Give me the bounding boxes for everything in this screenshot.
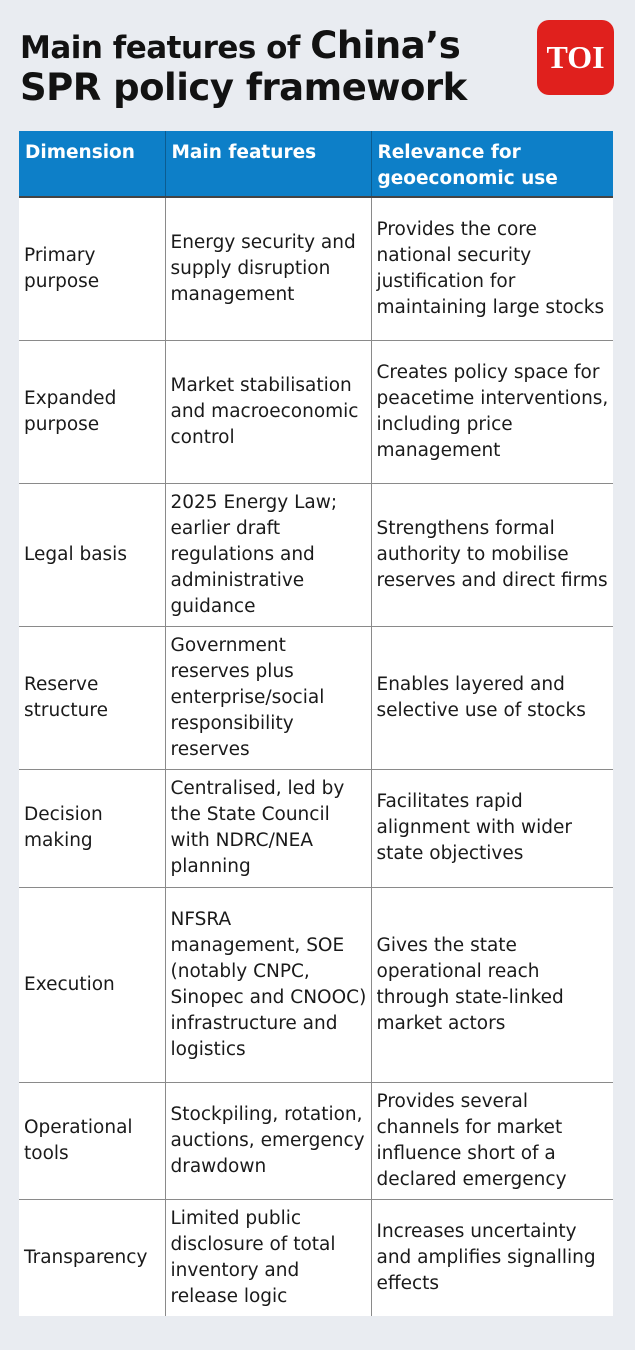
cell-relevance: Enables layered and selective use of stocks bbox=[371, 626, 613, 769]
cell-main-features: Energy security and supply disruption management bbox=[165, 197, 371, 340]
table-row bbox=[19, 769, 613, 887]
cell-main-features: 2025 Energy Law; earlier draft regulations and administrative guidance bbox=[165, 483, 371, 626]
header-relevance: Relevance for geoeconomic use bbox=[371, 131, 613, 197]
page-title bbox=[20, 26, 467, 108]
cell-main-features: Centralised, led by the State Council with NDRC/NEA planning bbox=[165, 769, 371, 887]
cell-relevance: Provides several channels for market influence short of a declared emergency bbox=[371, 1082, 613, 1199]
cell-dimension: Primary purpose bbox=[19, 197, 165, 340]
cell-relevance: Creates policy space for peacetime interventions, including price management bbox=[371, 340, 613, 483]
cell-relevance: Strengthens formal authority to mobilise reserves and direct firms bbox=[371, 483, 613, 626]
table-row bbox=[19, 1082, 613, 1199]
table-header-row bbox=[19, 131, 613, 197]
cell-main-features: Stockpiling, rotation, auctions, emergency drawdown bbox=[165, 1082, 371, 1199]
table-row bbox=[19, 197, 613, 340]
cell-main-features: Government reserves plus enterprise/social responsibility reserves bbox=[165, 626, 371, 769]
table-row bbox=[19, 1199, 613, 1316]
cell-relevance: Gives the state operational reach through state-linked market actors bbox=[371, 887, 613, 1082]
toi-logo bbox=[537, 20, 614, 95]
cell-relevance: Facilitates rapid alignment with wider state objectives bbox=[371, 769, 613, 887]
header-dimension: Dimension bbox=[19, 131, 165, 197]
title-prefix: Main features of bbox=[20, 30, 311, 66]
cell-main-features: Limited public disclosure of total inventory and release logic bbox=[165, 1199, 371, 1316]
title-line-2: SPR policy framework bbox=[20, 66, 467, 109]
cell-dimension: Legal basis bbox=[19, 483, 165, 626]
title-line-1 bbox=[20, 26, 467, 68]
cell-dimension: Operational tools bbox=[19, 1082, 165, 1199]
cell-relevance: Provides the core national security justification for maintaining large stocks bbox=[371, 197, 613, 340]
table-row bbox=[19, 887, 613, 1082]
cell-main-features: NFSRA management, SOE (notably CNPC, Sinopec and CNOOC) infrastructure and logistics bbox=[165, 887, 371, 1082]
title-emphasis: China’s bbox=[310, 24, 461, 67]
cell-dimension: Expanded purpose bbox=[19, 340, 165, 483]
table-row bbox=[19, 626, 613, 769]
cell-dimension: Execution bbox=[19, 887, 165, 1082]
cell-main-features: Market stabilisation and macroeconomic control bbox=[165, 340, 371, 483]
cell-relevance: Increases uncertainty and amplifies signalling effects bbox=[371, 1199, 613, 1316]
cell-dimension: Transparency bbox=[19, 1199, 165, 1316]
logo-text: TOI bbox=[546, 39, 605, 75]
table-row bbox=[19, 340, 613, 483]
cell-dimension: Decision making bbox=[19, 769, 165, 887]
features-table bbox=[19, 131, 613, 1316]
table-row bbox=[19, 483, 613, 626]
cell-dimension: Reserve structure bbox=[19, 626, 165, 769]
header-main-features: Main features bbox=[165, 131, 371, 197]
